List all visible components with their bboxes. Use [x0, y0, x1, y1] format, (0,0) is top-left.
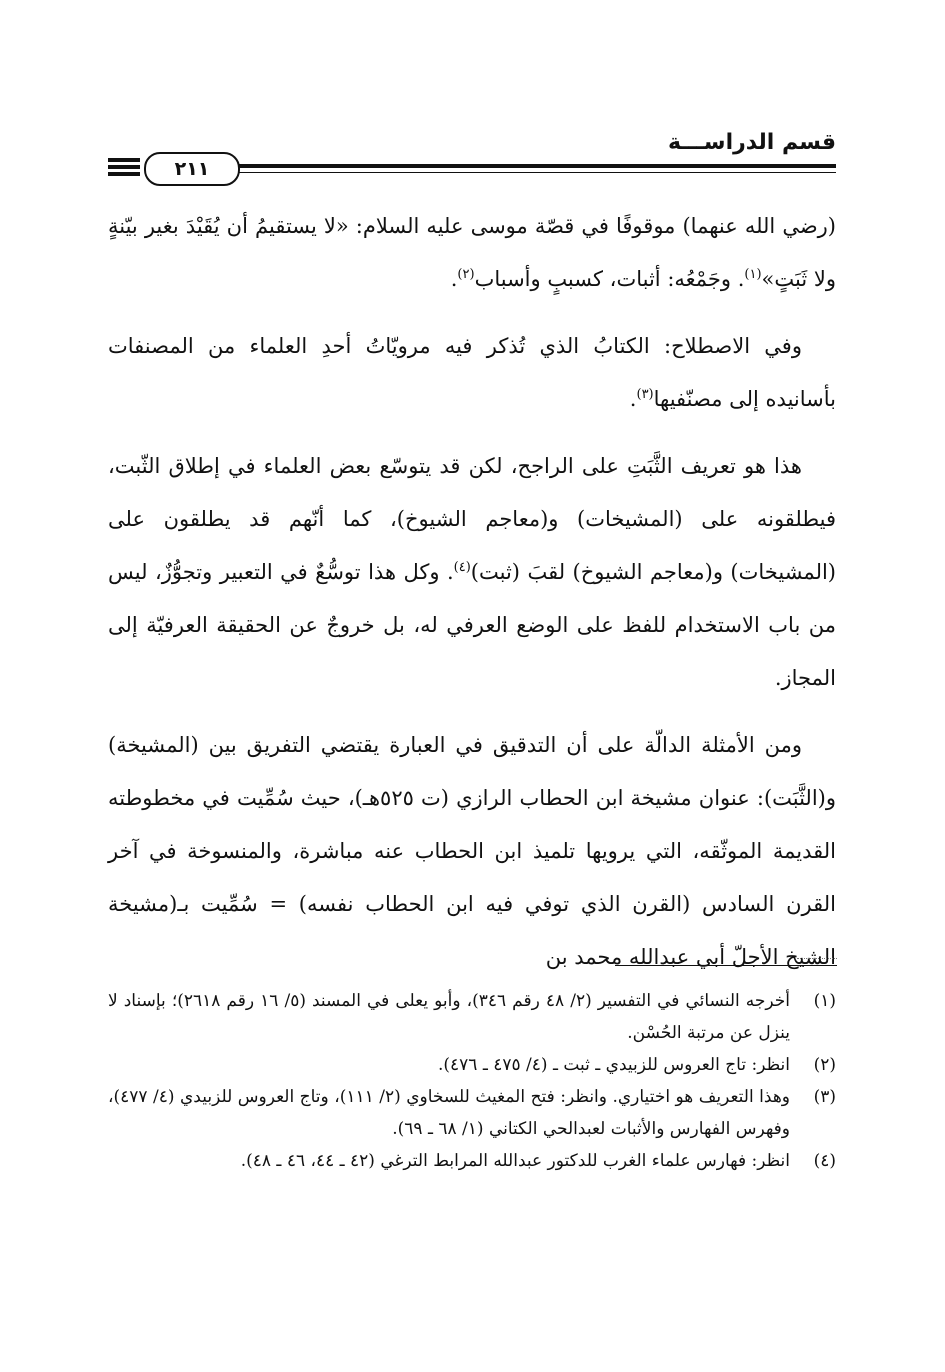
footnote-dots — [797, 958, 837, 959]
page-header — [108, 120, 836, 190]
paragraph-p1 — [108, 200, 836, 306]
paragraph-text: (رضي الله عنهما) موقوفًا في قصّة موسى عليه السلام: «لا يستقيمُ أن يُقَيْدَ بغير بيّنةٍ ولا ثَبَتٍ» — [108, 214, 836, 291]
paragraph-p2 — [108, 320, 836, 426]
paragraph-p3 — [108, 440, 836, 705]
paragraph-text: . — [450, 267, 458, 291]
footnote-number: (٣) — [813, 1087, 836, 1107]
section-title: قسم الدراســـة — [668, 130, 836, 155]
header-rule-thin — [236, 172, 836, 173]
paragraph-text: . وكل هذا توسُّعٌ في التعبير وتجوُّزٌ، ليس من باب الاستخدام للفظ على الوضع العرفي له، بل خروجٌ عن الحقيقة العرفيّة إلى المجاز. — [108, 560, 836, 690]
footnote — [108, 1145, 836, 1177]
footnote-text: انظر: فهارس علماء الغرب للدكتور عبدالله المرابط الترغي (٤٢ ـ ٤٤، ٤٦ ـ ٤٨). — [240, 1151, 790, 1171]
paragraph-p4 — [108, 719, 836, 984]
footnote-marker: (٣) — [636, 387, 654, 402]
page-number: ٢١١ — [144, 152, 240, 186]
paragraph-text: . — [629, 387, 637, 411]
footnote — [108, 1049, 836, 1081]
footnote-separator — [615, 965, 837, 966]
paragraph-text: . وجَمْعُه: أثبات، كسببٍ وأسباب — [474, 267, 745, 291]
footnote-number: (١) — [813, 991, 836, 1011]
footnote-number: (٤) — [813, 1151, 836, 1171]
footnote — [108, 985, 836, 1049]
header-rule-thick — [236, 164, 836, 168]
footnote-text: أخرجه النسائي في التفسير (٢/ ٤٨ رقم ٣٤٦)، وأبو يعلى في المسند (٥/ ١٦ رقم ٢٦١٨)؛ بإسناد لا ينزل عن مرتبة الحُسْن. — [108, 991, 791, 1043]
paragraph-text: وفي الاصطلاح: الكتابُ الذي تُذكر فيه مرويّاتُ أحدِ العلماء من المصنفات بأسانيده إلى مصنّفيها — [108, 334, 836, 411]
main-text — [108, 200, 836, 998]
header-ornament-bars — [108, 158, 140, 178]
footnotes — [108, 985, 836, 1177]
footnote-text: وهذا التعريف هو اختياري. وانظر: فتح المغيث للسخاوي (٢/ ١١١)، وتاج العروس للزبيدي (٤/ ٤٧٧)، وفهرس الفهارس والأثبات لعبدالحي الكتاني (١/ ٦٨ ـ ٦٩). — [108, 1087, 790, 1139]
footnote-marker: (٤) — [453, 560, 471, 575]
paragraph-text: هذا هو تعريف الثَّبَتِ على الراجح، لكن قد يتوسّع بعض العلماء في إطلاق الثّبت، فيطلقونه على (المشيخات) و(معاجم الشيوخ)، كما أنّهم قد يطلقون على (المشيخات) و(معاجم الشيوخ) لقبَ (ثبت) — [108, 454, 836, 584]
paragraph-text: ومن الأمثلة الدالّة على أن التدقيق في العبارة يقتضي التفريق بين (المشيخة) و(الثَّبَت): عنوان مشيخة ابن الحطاب الرازي (ت ٥٢٥هـ)، حيث سُمِّيت في مخطوطته القديمة الموثّقه، التي يرويها تلميذ ابن الحطاب عنه مباشرة، والمنسوخة في آخر القرن السادس (القرن الذي توفي فيه ابن الحطاب نفسه) = سُمِّيت بـ(مشيخة الشيخ الأجلّ أبي عبدالله محمد بن — [108, 733, 836, 969]
footnote-marker: (٢) — [457, 267, 475, 282]
footnote-text: انظر: تاج العروس للزبيدي ـ ثبت ـ (٤/ ٤٧٥ ـ ٤٧٦). — [437, 1055, 790, 1075]
footnote-number: (٢) — [813, 1055, 836, 1075]
footnote — [108, 1081, 836, 1145]
footnote-marker: (١) — [744, 267, 762, 282]
